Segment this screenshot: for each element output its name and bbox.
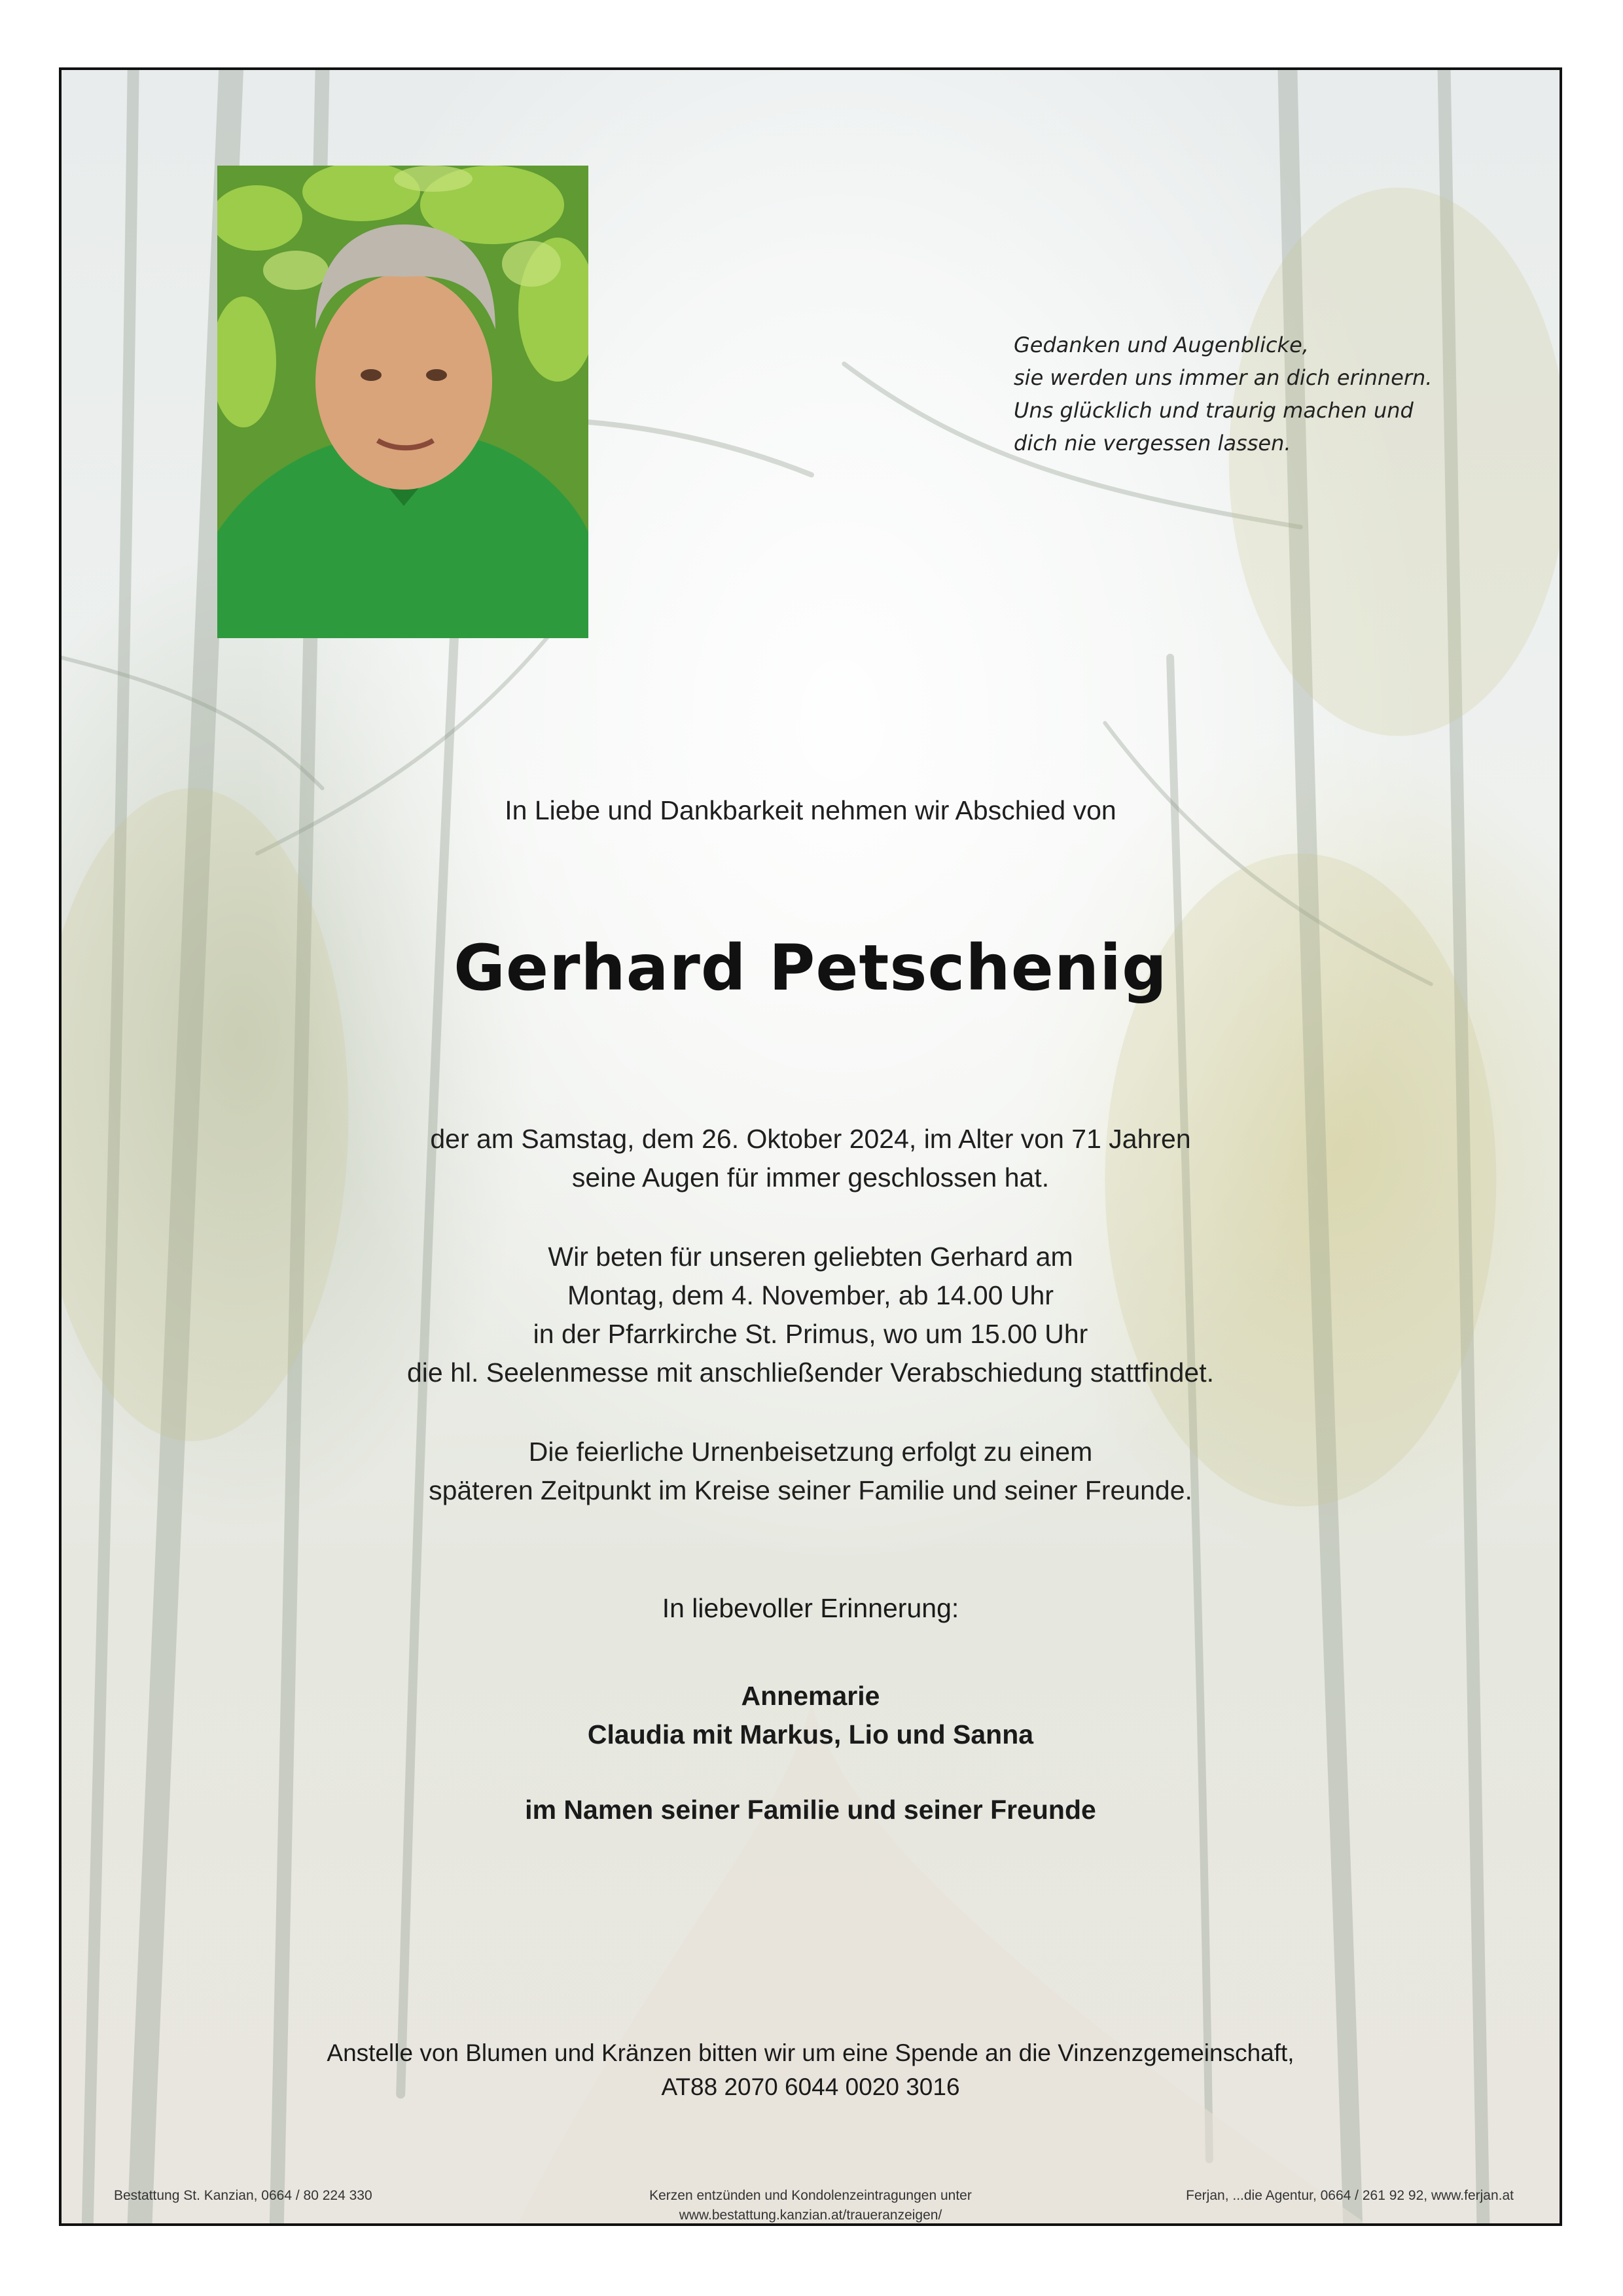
service-details [62, 1238, 1560, 1392]
deceased-name: Gerhard Petschenig [454, 931, 1168, 1005]
quote-line: Uns glücklich und traurig machen und [1014, 398, 1414, 423]
donation-request [62, 2036, 1560, 2104]
urn-burial-notice [62, 1433, 1560, 1510]
death-notice-line: seine Augen für immer geschlossen hat. [571, 1162, 1050, 1193]
portrait-photo [217, 166, 588, 638]
quote-line: dich nie vergessen lassen. [1014, 431, 1291, 456]
footer-funeral-home: Bestattung St. Kanzian, 0664 / 80 224 330 [114, 2188, 372, 2203]
death-notice [62, 1120, 1560, 1197]
quote-line: sie werden uns immer an dich erinnern. [1014, 365, 1433, 390]
farewell-intro: In Liebe und Dankbarkeit nehmen wir Abschied von [505, 795, 1116, 825]
donation-iban: AT88 2070 6044 0020 3016 [661, 2073, 960, 2100]
remembrance-heading: In liebevoller Erinnerung: [662, 1593, 959, 1623]
death-notice-line: der am Samstag, dem 26. Oktober 2024, im Alter von 71 Jahren [430, 1124, 1191, 1154]
donation-line: Anstelle von Blumen und Kränzen bitten wir um eine Spende an die Vinzenzgemeinschaft, [327, 2039, 1294, 2066]
service-line: Montag, dem 4. November, ab 14.00 Uhr [567, 1280, 1054, 1310]
mourners-list [62, 1677, 1560, 1754]
urn-line: Die feierliche Urnenbeisetzung erfolgt zu einem [528, 1437, 1093, 1467]
footer-agency: Ferjan, ...die Agentur, 0664 / 261 92 92, www.ferjan.at [1186, 2188, 1514, 2203]
service-line: Wir beten für unseren geliebten Gerhard am [548, 1242, 1073, 1272]
footer-condolence-text: Kerzen entzünden und Kondolenzeintragungen unter [649, 2188, 972, 2203]
obituary-card [59, 67, 1562, 2226]
footer-condolence-link[interactable]: www.bestattung.kanzian.at/traueranzeigen/ [679, 2208, 942, 2223]
family-line: im Namen seiner Familie und seiner Freunde [525, 1795, 1096, 1825]
quote-line: Gedanken und Augenblicke, [1014, 332, 1309, 357]
mourner-name: Annemarie [741, 1681, 880, 1711]
urn-line: späteren Zeitpunkt im Kreise seiner Familie und seiner Freunde. [429, 1475, 1192, 1505]
mourner-name: Claudia mit Markus, Lio und Sanna [587, 1719, 1034, 1749]
memorial-quote [1014, 329, 1511, 459]
service-line: in der Pfarrkirche St. Primus, wo um 15.00 Uhr [533, 1319, 1088, 1349]
service-line: die hl. Seelenmesse mit anschließender Verabschiedung stattfindet. [406, 1357, 1214, 1388]
